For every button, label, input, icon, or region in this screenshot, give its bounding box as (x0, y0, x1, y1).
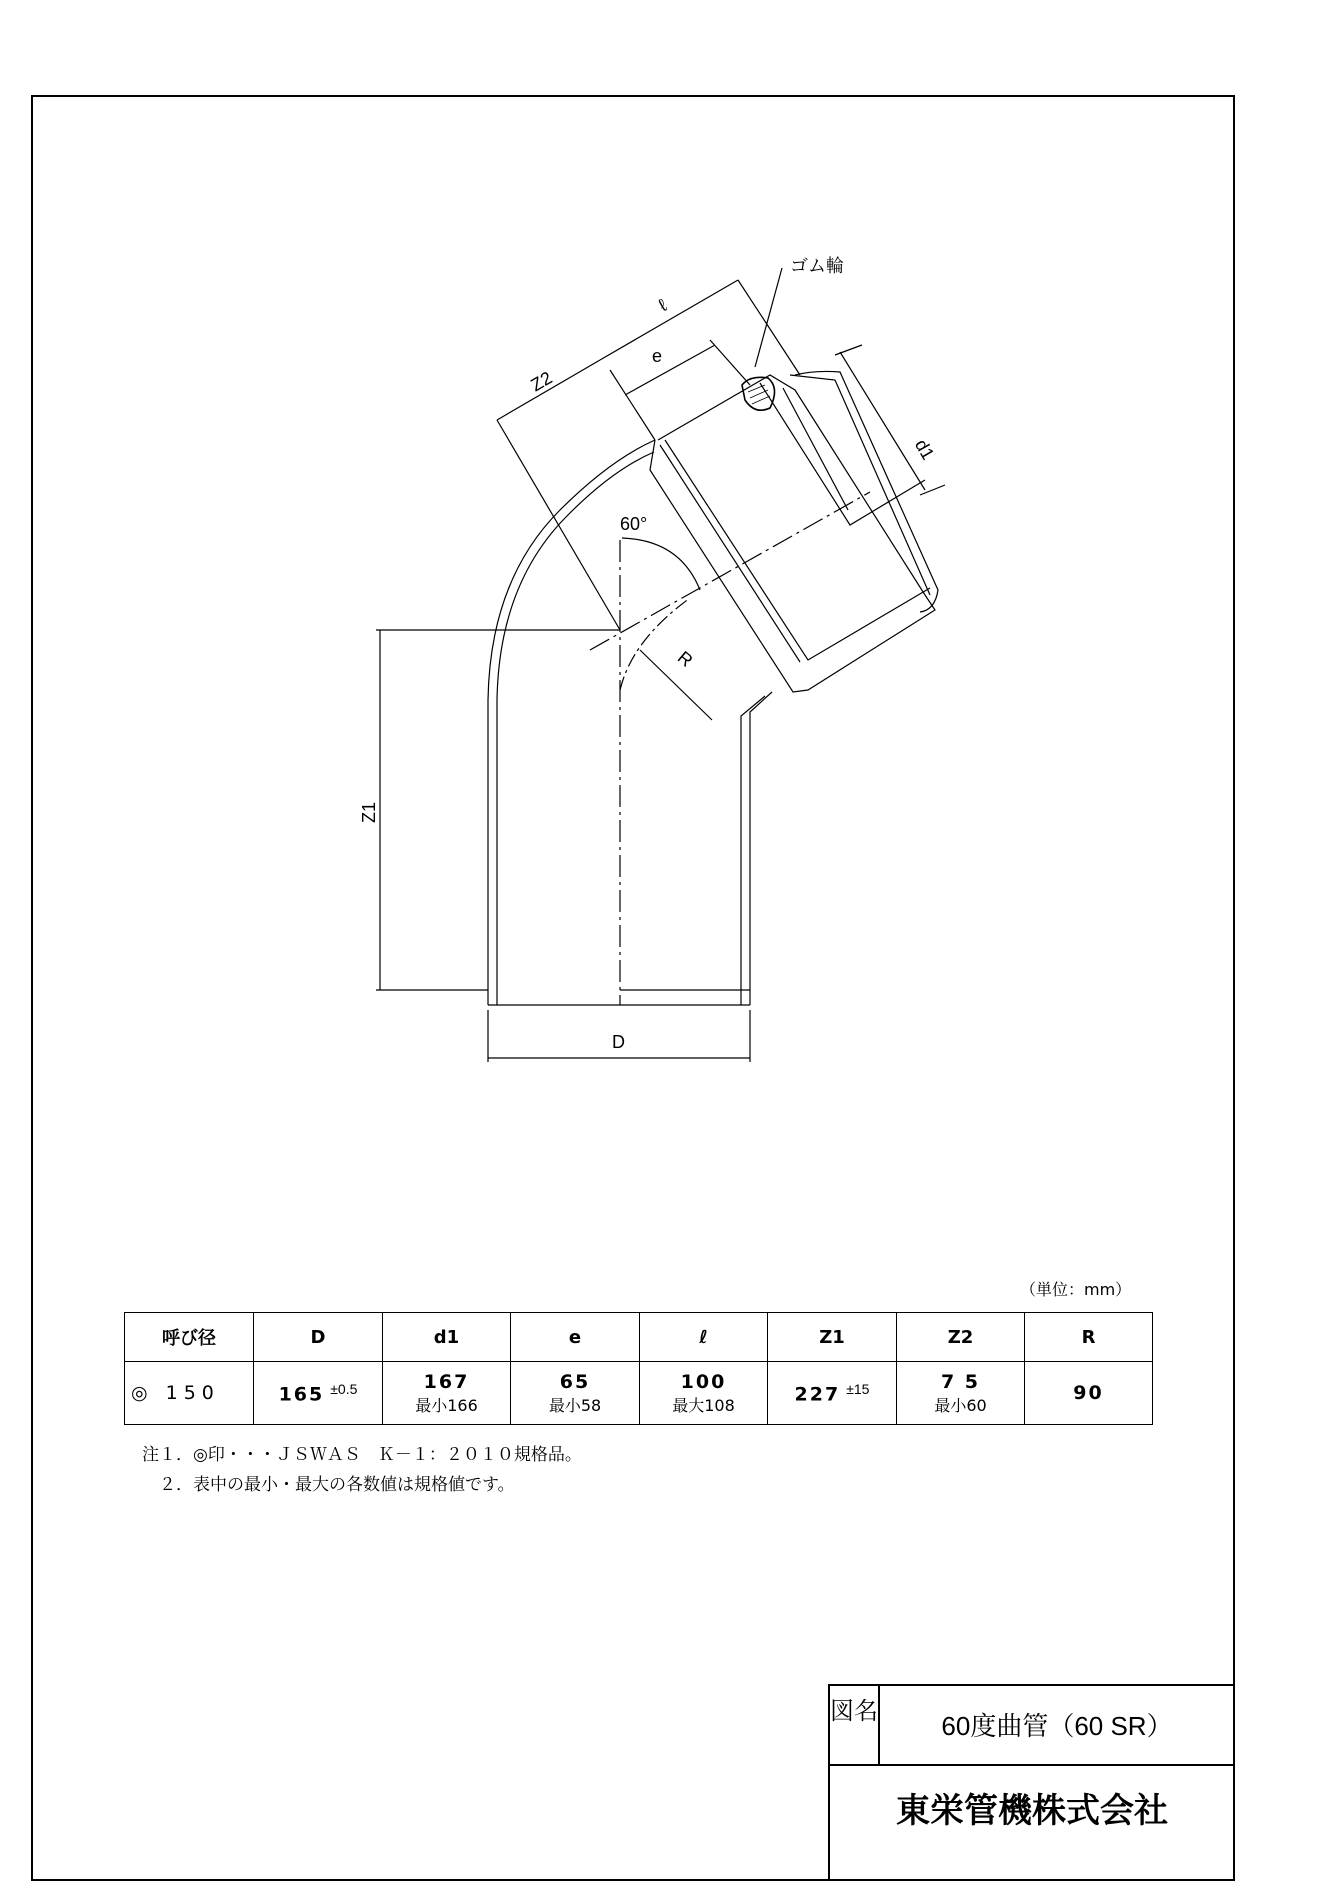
cell-e (511, 1362, 640, 1425)
header-z2: Z2 (897, 1313, 1025, 1362)
cell-z2 (897, 1362, 1025, 1425)
title-name-label: 図名 (828, 1684, 880, 1764)
label-z2: Z2 (527, 367, 556, 396)
dim-e-line (625, 345, 715, 395)
header-d1: d1 (383, 1313, 511, 1362)
label-e: e (652, 346, 663, 366)
cell-d1 (383, 1362, 511, 1425)
bend-radius-arc (620, 598, 690, 690)
e-value: 65 (559, 1370, 591, 1393)
header-nominal: 呼び径 (125, 1313, 254, 1362)
nominal-value: ◎ 150 (131, 1382, 220, 1404)
l-max: 最大108 (672, 1395, 735, 1415)
r-value: 90 (1073, 1382, 1104, 1404)
socket-bell (795, 371, 938, 612)
socket-body (650, 375, 935, 692)
label-z1: Z1 (359, 801, 379, 823)
l-value: 100 (680, 1370, 727, 1393)
note-2: ２．表中の最小・最大の各数値は規格値です。 (142, 1475, 515, 1495)
e-min: 最小58 (548, 1395, 602, 1415)
drawing-name: 60度曲管（60 SR） (880, 1684, 1234, 1764)
d1-min: 最小166 (415, 1395, 478, 1415)
company-name: 東栄管機株式会社 (828, 1764, 1234, 1881)
table-row (125, 1362, 1153, 1425)
table-header-row (125, 1313, 1153, 1362)
unit-note: （単位：mm） (1020, 1280, 1132, 1299)
header-d: D (254, 1313, 383, 1362)
label-l: ℓ (655, 295, 671, 316)
label-r: R (673, 647, 697, 671)
header-l: ℓ (640, 1313, 768, 1362)
label-angle: 60° (620, 514, 648, 534)
d1-value: 167 (423, 1370, 470, 1393)
header-z1: Z1 (768, 1313, 897, 1362)
cell-z1 (768, 1362, 897, 1425)
spec-table (124, 1312, 1153, 1425)
d-value: 165 (278, 1383, 325, 1406)
notes (142, 1440, 582, 1500)
title-block (828, 1684, 1234, 1881)
cell-nominal (125, 1362, 254, 1425)
dim-z2-line (497, 360, 600, 420)
angle-arc (622, 538, 700, 590)
pipe-right-outer-wall (750, 692, 772, 1005)
z1-tolerance: ±15 (846, 1380, 870, 1397)
cell-r (1025, 1362, 1153, 1425)
pipe-left-inner-wall (497, 452, 654, 1005)
note-1: 注１．◎印・・・ＪＳＷＡＳ Ｋ－１：２０１０規格品。 (142, 1445, 582, 1465)
z2-min: 最小60 (934, 1395, 987, 1415)
cell-d (254, 1362, 383, 1425)
cell-l (640, 1362, 768, 1425)
header-e: e (511, 1313, 640, 1362)
pipe-right-inner-wall (741, 696, 765, 1005)
label-d: D (612, 1032, 625, 1052)
header-r: R (1025, 1313, 1153, 1362)
z1-value: 227 (794, 1383, 841, 1406)
d-tolerance: ±0.5 (330, 1380, 358, 1397)
z2-value: 7 5 (940, 1370, 981, 1393)
label-rubber-ring: ゴム輪 (790, 256, 844, 276)
label-d1: d1 (910, 435, 939, 464)
